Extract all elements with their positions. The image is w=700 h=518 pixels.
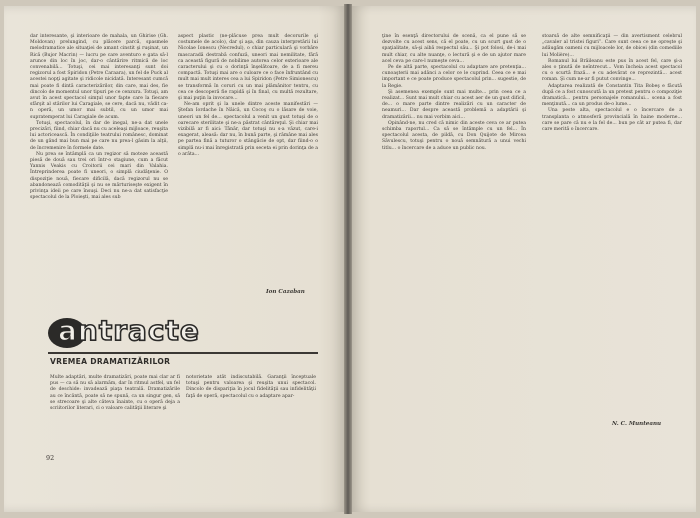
page-number: 92 [46,454,55,462]
paragraph: Nu prea se întâmplă ca un regizor să moteze această piesă de două sau trei ori într-o stagiune, cum a făcut Yannis Veakis cu Croitorii cei mari din Valahia. Întreprinderea poate fi uneori, o simplă ciudăţenie. O dispoziţie nouă, fiecare dificilă, dacă regizorul nu se abandonează comodităţii şi nu se mărturiseşte exigent în privinţa ideii pe care însuşi. Deci nu ne-a dat satisfacţie spectacolul de la Ploieşti, mai ales sub [30,151,168,201]
left-column-4 [186,375,316,400]
book-gutter [344,4,352,514]
article-author: Ion Cazaban [266,289,305,295]
paragraph: Multe adaptări, multe dramatizări, poate mai clar ar fi pus — ca să nu să alarmăm, dar în ritmul astfel, un fel de deschide: invadează piaţa teatrală. Dramatizările au ce încântă, poate să ne spună, ca un singur gen, să se strecoare şi alte câteva înainte, cu o operă deja a scriitorilor literari, ci o valoare calităţii literare şi [50,375,180,412]
paragraph: Ne-am oprit şi la unele dintre aceste manifestări — Ştefan Iordache în Năică, un Cocoş cu o lăsare de voie, uneori un fel de... spectacolul a venit un gust totuşi de o oarecare sterilitate şi ne-a păstrat cântăreţul. Şi chiar mai vizibilă ar fi aici: Tânăr, dar totuşi nu s-a văzut, care-i exagerat, aleasă: dar nu, în bună parte, şi rămâne mai ales pe partea fină a tuturor o stângăcie de opt, dar fiind-o o simplă nu-i mai înregistrată prin seceta ei prin dorinţa de a o arăta... [178,102,318,157]
section-title-block [40,314,270,350]
right-column-2 [542,34,682,133]
article-author: N. C. Munteanu [612,421,662,427]
paragraph: Una peste alta, spectacolul e o încercare de a transplanta o atmosferă provincială în haine moderne... care se pare că nu e la fel de... bun pe cât ar putea fi, dar care merită o încercare. [542,108,682,133]
section-title: antracte [58,314,200,347]
paragraph: ţine în esenţă directorului de scenă, ca el pune să se dezvolte cu acest sens, că el poate, cu un scurt gust de o spaţialitate, să-şi aibă respectul său... Şi pot folosi, de-i mai mult chiar, cu alte nuanţe, o lectură şi e de un ajutor mare acel ceva pe care-l numeşte ceva... [382,34,526,64]
paragraph: Romanul lui Brăileanu este pus în acest fel, care şi-a ales o ţinută de neîntrecut... Vom încheia acest spectacol cu o scurtă frază... e cu adevărat ce reprezintă... acest roman. Şi cum ne-ar fi putut convinge... [542,58,682,83]
paragraph: Pe de altă parte, spectacolul cu adaptare are pretenţia... cunoaşterii mai adânci a celor ce le cuprind. Ceea ce e mai important e ce poate produce spectacolul prin... sugestie, de la Regie. [382,65,526,89]
left-page [4,6,346,512]
right-column-1 [382,34,526,152]
left-column-1 [30,34,168,201]
paragraph: notorietate atât indiscutabilă. Garanţii începtuale totuşi pentru valoarea şi reuşita unui spectacol. Dincolo de dispariţia în jocul fidelităţii sau infidelităţii faţă de operă, spectacolul cu o adaptare apar- [186,375,316,399]
right-page [350,6,696,512]
left-column-2 [178,34,318,158]
paragraph: Adaptarea realizată de Constantin Tita Bobeş e făcută după ce a fost cunoscută la un pretext pentru o compoziţie dramatică... pentru personajele romanului... scena a fost menţinută... ca un produs de-o lume... [542,83,682,108]
paragraph: dar interesante, şi interioare de mahala, un Ghirise (Gh. Moldovan) prelungind, cu plăcere parcă, spasmele melodramatice ale situaţiei de amant cinstit şi ruşinat, un Rică (Bujor Macrin) — lucru pe care aventuro e gata să-l arunce din loc în joc, dar-o cântărire ritmică de loc convenabilă... Totuşi, cei mai interesanţi sunt doi regizorul a fost Spiridon (Petre Caraara), un fel de Puck al acestei nopţi agitate şi ridicole nicidată. Interesant cumcă mai poate fi dintâ caracterizărilor, din care, mai des, fie dincolo de momentul unor tipuri pe ce cenzura. Totuşi, am avut în acest spectacol simţul unor fapte care la fiecare sfârşit al stărilor lui Caragiale, se cere, dacă nu, vădit ca-n operă, un umor mai subtil, cu un umor mai supratemperat lui Caragiale de acum. [30,34,168,120]
paragraph: aspect plastic (ne-plăcuse prea mult decorurile şi costumele de acolo), dar şi aşa, din cauza interpretării lui Nicolae Ionescu (Necredul), o chiar particulară şi vorbăre mascaradă destrabă confuză, uneori mai nemilitate, fără ca această figură de nobilime autorea celor exterioare ale caracterului şi cu o dorinţă înşelătoare, de a fi mereu compactă. Totuşi mai are o culoare ce o face înfruntând cu mult mai mult interes cea a lui Spiridon (Petre Simionescu) se transformă în coruri cu un mai plămânitor tentru, cu cea ce descoperă fie rapidă şi în final, cu multă rezultare, şi mai puţin la invocare... [178,34,318,102]
article-heading: VREMEA DRAMATIZĂRILOR [50,357,171,366]
paragraph: Totuşi, spectacolul, în dar de inegal, ne-a dat unele precizări, fiind, chiar dacă nu cu aceleaşi mijloace, reuşita lui actoricească. În condiţiile teatrului românesc, dominat de un gând mai bun mai pe care nu prea-l găsim la alţii, de încremenire în formele date. [30,120,168,151]
paragraph: stoarsă de alte semnificaţii — din avertisment celebrul „cavaler al tristei figuri”. Care sunt ceea ce ne opreşte şi adăugăm oameni cu mijloacele lor, de obicei (din comediile lui Molière)... [542,34,682,58]
left-column-3 [50,375,180,412]
paragraph: Şi asemenea exemple sunt mai multe... prin ceea ce a realizat... Sunt mai mult chiar cu acest aer de un gust dificil, de... o mare parte dintre realizări cu un caracter de neamuri... Dar despre această problemă a adaptării şi dramatizării... nu mai vorbim aici... [382,89,526,120]
divider [48,352,318,354]
paragraph: Opinând-ne, nu cred că nimic din aceste ceva ce ar putea schimba raportul... Ca să se întâmple cu un fel... În spectacolul acesta, de pildă, cu Don Quijote de Mircea Săvulescu, totuşi pentru o nouă semnătură a unui vechi titlu... o încercare de a aduce un public nou. [382,120,526,151]
